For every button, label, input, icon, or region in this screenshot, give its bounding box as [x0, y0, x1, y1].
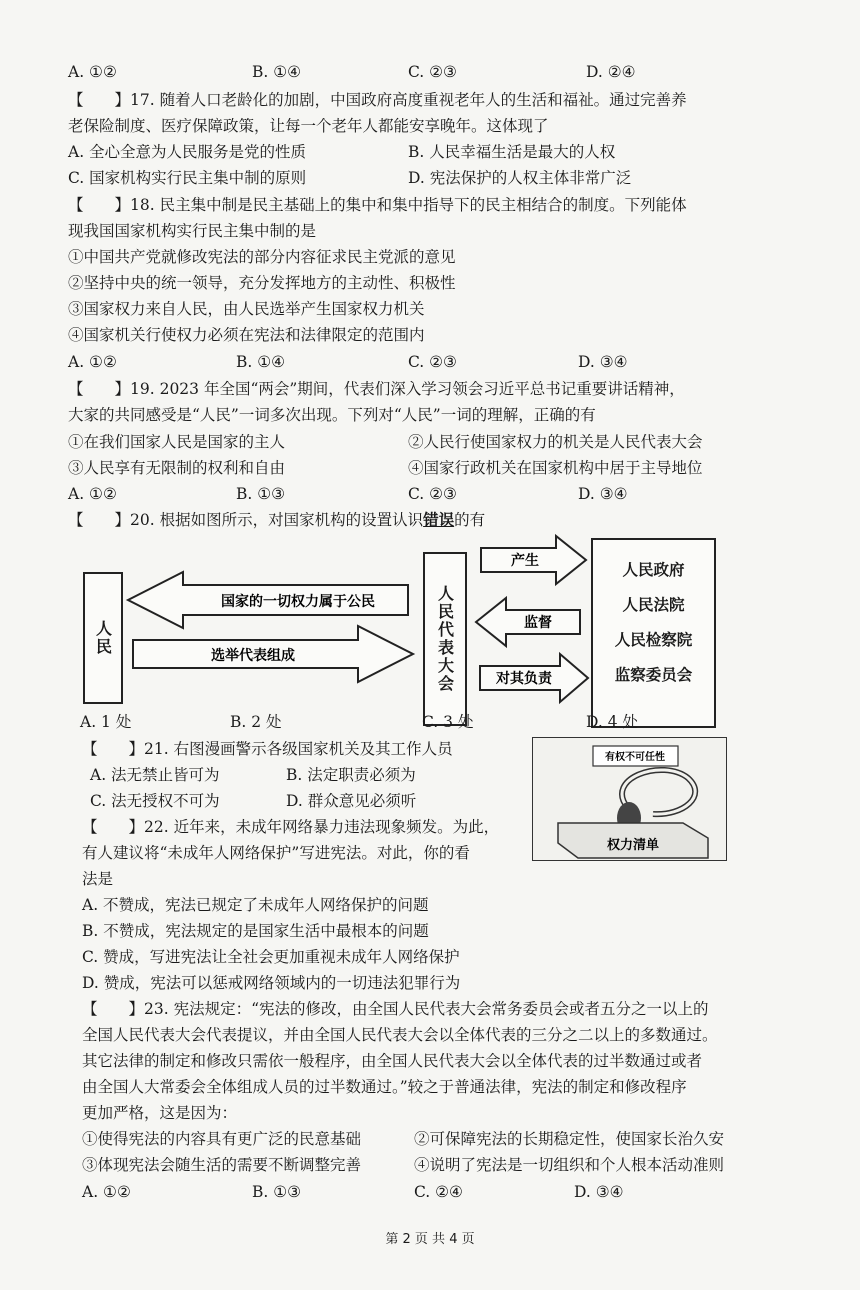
diagram-arrows — [78, 530, 728, 730]
arrow-responsible-label: 对其负责 — [496, 671, 552, 687]
q18-stem-line1: 【 】18. 民主集中制是民主基础上的集中和集中指导下的民主相结合的制度。下列能体 — [68, 196, 687, 214]
people-label: 人民 — [93, 620, 113, 656]
arrow-supervise-label: 监督 — [524, 615, 552, 631]
q16-option-a: A. ①② — [68, 63, 117, 81]
q21-option-c: C. 法无授权不可为 — [90, 792, 220, 810]
org-government: 人民政府 — [622, 560, 685, 579]
q22-option-c: C. 赞成，写进宪法让全社会更加重视未成年人网络保护 — [82, 948, 460, 966]
q18-statement-1: ①中国共产党就修改宪法的部分内容征求民主党派的意见 — [68, 248, 456, 266]
q20-stem-pre: 【 】20. 根据如图所示，对国家机构的设置认识 — [68, 511, 424, 529]
arrow-produce-label: 产生 — [511, 553, 539, 569]
q21-stem: 【 】21. 右图漫画警示各级国家机关及其工作人员 — [82, 740, 453, 758]
q18-option-b: B. ①④ — [236, 353, 286, 371]
q23-option-b: B. ①③ — [252, 1183, 302, 1201]
q17-option-c: C. 国家机构实行民主集中制的原则 — [68, 169, 307, 187]
q18-options — [0, 350, 860, 374]
q19-stem-line2: 大家的共同感受是“人民”一词多次出现。下列对“人民”一词的理解，正确的有 — [68, 406, 596, 424]
q17-option-a: A. 全心全意为人民服务是党的性质 — [68, 143, 307, 161]
q17-option-b: B. 人民幸福生活是最大的人权 — [408, 143, 616, 161]
q20-stem-emphasis: 错误 — [423, 510, 455, 529]
q18-statement-4: ④国家机关行使权力必须在宪法和法律限定的范围内 — [68, 326, 425, 344]
q23-option-c: C. ②④ — [414, 1183, 463, 1201]
q19-statement-3: ③人民享有无限制的权利和自由 — [68, 459, 286, 477]
cartoon-drawing — [533, 738, 726, 860]
q20-stem — [68, 508, 485, 532]
q20-option-a: A. 1 处 — [80, 713, 132, 731]
q21-option-a: A. 法无禁止皆可为 — [90, 766, 220, 784]
q19-stem-line1: 【 】19. 2023 年全国“两会”期间，代表们深入学习领会习近平总书记重要讲话精神， — [68, 380, 685, 398]
q20-options — [0, 710, 860, 734]
org-court: 人民法院 — [622, 595, 685, 614]
q19-statement-4: ④国家行政机关在国家机构中居于主导地位 — [408, 459, 703, 477]
arrow-elect-representatives-label: 选举代表组成 — [211, 648, 295, 664]
cartoon-sign-text: 有权不可任性 — [605, 752, 665, 763]
q22-option-d: D. 赞成，宪法可以惩戒网络领域内的一切违法犯罪行为 — [82, 974, 461, 992]
q20-stem-post: 的有 — [454, 511, 486, 529]
q18-option-c: C. ②③ — [408, 353, 457, 371]
q18-option-a: A. ①② — [68, 353, 117, 371]
q18-statement-2: ②坚持中央的统一领导，充分发挥地方的主动性、积极性 — [68, 274, 456, 292]
q22-stem-line2: 有人建议将“未成年人网络保护”写进宪法。对此，你的看 — [82, 844, 470, 862]
q16-option-c: C. ②③ — [408, 63, 457, 81]
q19-option-a: A. ①② — [68, 485, 117, 503]
arrow-power-belongs-label: 国家的一切权力属于公民 — [221, 594, 375, 610]
q23-statement-1: ①使得宪法的内容具有更广泛的民意基础 — [82, 1130, 362, 1148]
q21-option-b: B. 法定职责必须为 — [286, 766, 416, 784]
q18-statement-3: ③国家权力来自人民，由人民选举产生国家权力机关 — [68, 300, 425, 318]
npc-label: 人民代表大会 — [435, 585, 455, 693]
q16-option-d: D. ②④ — [586, 63, 636, 81]
cartoon-label: 权力清单 — [606, 838, 660, 853]
q19-option-c: C. ②③ — [408, 485, 457, 503]
org-procuratorate: 人民检察院 — [614, 630, 693, 649]
q19-statement-2: ②人民行使国家权力的机关是人民代表大会 — [408, 433, 703, 451]
q22-option-b: B. 不赞成，宪法规定的是国家生活中最根本的问题 — [82, 922, 429, 940]
q23-stem-line3: 其它法律的制定和修改只需依一般程序，由全国人民代表大会以全体代表的过半数通过或者 — [82, 1052, 703, 1070]
q22-stem-line3: 法是 — [82, 870, 114, 888]
page-number: 第 2 页 共 4 页 — [385, 1232, 475, 1247]
q18-option-d: D. ③④ — [578, 353, 628, 371]
q17-stem-line2: 老保险制度、医疗保障政策，让每一个老年人都能安享晚年。这体现了 — [68, 117, 549, 135]
q18-stem-line2: 现我国国家机构实行民主集中制的是 — [68, 222, 317, 240]
power-list-cartoon — [532, 737, 727, 861]
q20-option-d: D. 4 处 — [586, 713, 639, 731]
q22-option-a: A. 不赞成，宪法已规定了未成年人网络保护的问题 — [82, 896, 429, 914]
state-organs-diagram — [78, 530, 728, 730]
q23-options — [0, 1180, 860, 1204]
q23-stem-line1: 【 】23. 宪法规定：“宪法的修改，由全国人民代表大会常务委员会或者五分之一以上的 — [82, 1000, 709, 1018]
q23-statement-3: ③体现宪法会随生活的需要不断调整完善 — [82, 1156, 362, 1174]
org-supervisory-commission: 监察委员会 — [614, 665, 693, 684]
q23-statement-4: ④说明了宪法是一切组织和个人根本活动准则 — [414, 1156, 725, 1174]
q20-option-b: B. 2 处 — [230, 713, 282, 731]
q19-statement-1: ①在我们国家人民是国家的主人 — [68, 433, 286, 451]
q23-option-d: D. ③④ — [574, 1183, 624, 1201]
q19-option-b: B. ①③ — [236, 485, 286, 503]
q19-options — [0, 482, 860, 506]
q16-options — [0, 60, 860, 84]
q21-option-d: D. 群众意见必须听 — [286, 792, 417, 810]
q16-option-b: B. ①④ — [252, 63, 302, 81]
q23-stem-line5: 更加严格，这是因为： — [82, 1104, 238, 1122]
q23-option-a: A. ①② — [82, 1183, 131, 1201]
q22-stem-line1: 【 】22. 近年来，未成年网络暴力违法现象频发。为此， — [82, 818, 500, 836]
q19-option-d: D. ③④ — [578, 485, 628, 503]
q17-stem-line1: 【 】17. 随着人口老龄化的加剧，中国政府高度重视老年人的生活和福祉。通过完善养 — [68, 91, 687, 109]
q17-option-d: D. 宪法保护的人权主体非常广泛 — [408, 169, 632, 187]
q20-option-c: C. 3 处 — [422, 713, 474, 731]
q23-statement-2: ②可保障宪法的长期稳定性，使国家长治久安 — [414, 1130, 725, 1148]
q23-stem-line4: 由全国人大常委会全体组成人员的过半数通过。”较之于普通法律，宪法的制定和修改程序 — [82, 1078, 687, 1096]
q23-stem-line2: 全国人民代表大会代表提议，并由全国人民代表大会以全体代表的三分之二以上的多数通过。 — [82, 1026, 718, 1044]
